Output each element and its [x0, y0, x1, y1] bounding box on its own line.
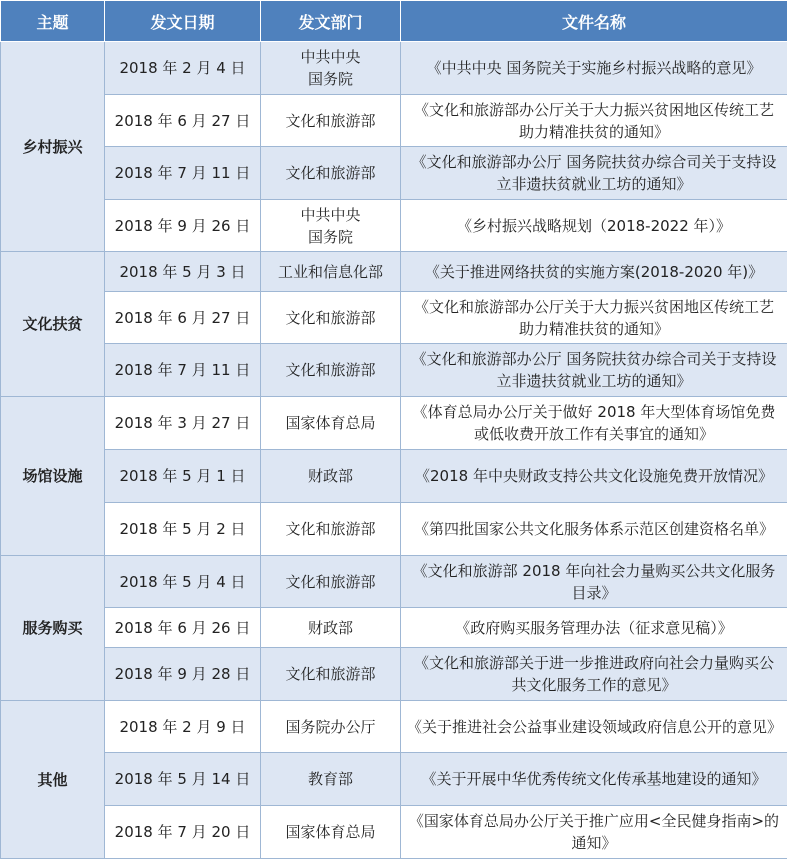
table-row: [1, 95, 787, 147]
table-row: [1, 200, 787, 252]
dept-cell: 文化和旅游部: [261, 648, 401, 701]
table-body: [1, 42, 787, 859]
date-cell: 2018 年 5 月 3 日: [105, 252, 261, 292]
name-cell: 《文化和旅游部 2018 年向社会力量购买公共文化服务目录》: [401, 556, 787, 608]
table-row: [1, 701, 787, 753]
name-cell: 《乡村振兴战略规划（2018-2022 年）》: [401, 200, 787, 252]
table-row: [1, 648, 787, 701]
dept-cell: 教育部: [261, 753, 401, 806]
name-cell: 《体育总局办公厅关于做好 2018 年大型体育场馆免费或低收费开放工作有关事宜的通知》: [401, 397, 787, 450]
date-cell: 2018 年 3 月 27 日: [105, 397, 261, 450]
dept-cell: 文化和旅游部: [261, 147, 401, 200]
theme-cell: 乡村振兴: [1, 42, 105, 252]
name-cell: 《中共中央 国务院关于实施乡村振兴战略的意见》: [401, 42, 787, 95]
dept-cell: 文化和旅游部: [261, 95, 401, 147]
table-row: [1, 344, 787, 397]
table-row: [1, 753, 787, 806]
dept-cell: 工业和信息化部: [261, 252, 401, 292]
name-cell: 《2018 年中央财政支持公共文化设施免费开放情况》: [401, 450, 787, 503]
table-row: [1, 252, 787, 292]
table-row: [1, 608, 787, 648]
date-cell: 2018 年 2 月 9 日: [105, 701, 261, 753]
table-row: [1, 292, 787, 344]
date-cell: 2018 年 7 月 11 日: [105, 344, 261, 397]
name-cell: 《文化和旅游部办公厅关于大力振兴贫困地区传统工艺助力精准扶贫的通知》: [401, 95, 787, 147]
name-cell: 《政府购买服务管理办法（征求意见稿）》: [401, 608, 787, 648]
date-cell: 2018 年 9 月 28 日: [105, 648, 261, 701]
table-row: [1, 556, 787, 608]
date-cell: 2018 年 6 月 26 日: [105, 608, 261, 648]
date-cell: 2018 年 5 月 2 日: [105, 503, 261, 556]
table-row: [1, 503, 787, 556]
header-dept: 发文部门: [261, 1, 401, 42]
name-cell: 《文化和旅游部办公厅 国务院扶贫办综合司关于支持设立非遗扶贫就业工坊的通知》: [401, 344, 787, 397]
date-cell: 2018 年 9 月 26 日: [105, 200, 261, 252]
header-theme: 主题: [1, 1, 105, 42]
name-cell: 《文化和旅游部办公厅 国务院扶贫办综合司关于支持设立非遗扶贫就业工坊的通知》: [401, 147, 787, 200]
name-cell: 《关于推进网络扶贫的实施方案(2018-2020 年)》: [401, 252, 787, 292]
theme-cell: 其他: [1, 701, 105, 859]
dept-cell: 国务院办公厅: [261, 701, 401, 753]
dept-cell: 文化和旅游部: [261, 344, 401, 397]
table-row: [1, 806, 787, 859]
name-cell: 《关于推进社会公益事业建设领域政府信息公开的意见》: [401, 701, 787, 753]
header-row: [1, 1, 787, 42]
date-cell: 2018 年 7 月 11 日: [105, 147, 261, 200]
date-cell: 2018 年 5 月 4 日: [105, 556, 261, 608]
date-cell: 2018 年 2 月 4 日: [105, 42, 261, 95]
name-cell: 《文化和旅游部办公厅关于大力振兴贫困地区传统工艺助力精准扶贫的通知》: [401, 292, 787, 344]
table-row: [1, 450, 787, 503]
date-cell: 2018 年 5 月 1 日: [105, 450, 261, 503]
table-row: [1, 397, 787, 450]
date-cell: 2018 年 6 月 27 日: [105, 292, 261, 344]
name-cell: 《文化和旅游部关于进一步推进政府向社会力量购买公共文化服务工作的意见》: [401, 648, 787, 701]
theme-cell: 服务购买: [1, 556, 105, 701]
table-row: [1, 147, 787, 200]
name-cell: 《关于开展中华优秀传统文化传承基地建设的通知》: [401, 753, 787, 806]
theme-cell: 文化扶贫: [1, 252, 105, 397]
dept-cell: 财政部: [261, 608, 401, 648]
dept-cell: 中共中央 国务院: [261, 42, 401, 95]
theme-cell: 场馆设施: [1, 397, 105, 556]
name-cell: 《第四批国家公共文化服务体系示范区创建资格名单》: [401, 503, 787, 556]
name-cell: 《国家体育总局办公厅关于推广应用<全民健身指南>的通知》: [401, 806, 787, 859]
dept-cell: 国家体育总局: [261, 397, 401, 450]
table-row: [1, 42, 787, 95]
header-name: 文件名称: [401, 1, 787, 42]
date-cell: 2018 年 5 月 14 日: [105, 753, 261, 806]
dept-cell: 中共中央 国务院: [261, 200, 401, 252]
dept-cell: 国家体育总局: [261, 806, 401, 859]
date-cell: 2018 年 7 月 20 日: [105, 806, 261, 859]
dept-cell: 文化和旅游部: [261, 292, 401, 344]
dept-cell: 文化和旅游部: [261, 556, 401, 608]
dept-cell: 文化和旅游部: [261, 503, 401, 556]
dept-cell: 财政部: [261, 450, 401, 503]
header-date: 发文日期: [105, 1, 261, 42]
date-cell: 2018 年 6 月 27 日: [105, 95, 261, 147]
